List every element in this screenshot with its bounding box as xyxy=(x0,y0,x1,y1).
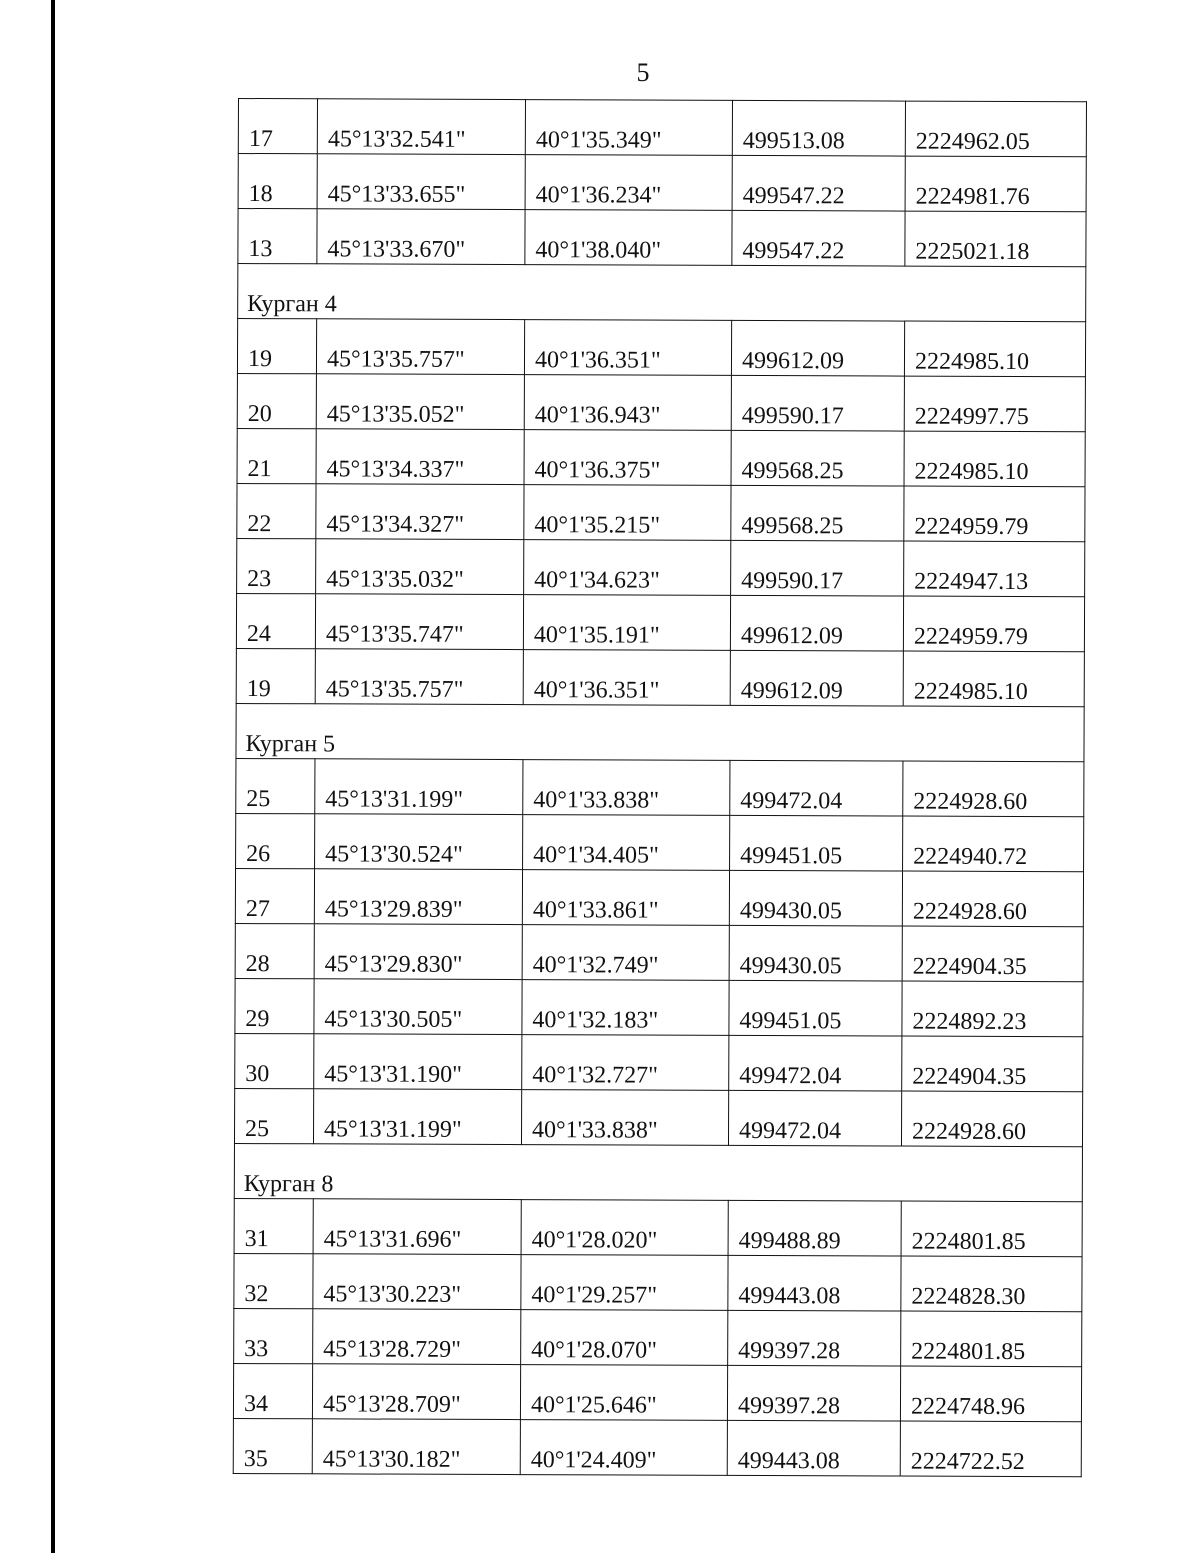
table-row xyxy=(236,648,1084,706)
point-number-cell: 26 xyxy=(236,813,315,868)
latitude-cell: 45°13'35.757" xyxy=(315,649,523,705)
x-coordinate-cell: 499513.08 xyxy=(732,100,905,156)
y-coordinate-cell: 2224985.10 xyxy=(904,431,1085,487)
table-row xyxy=(233,1418,1081,1476)
table-row xyxy=(237,428,1085,486)
table-row xyxy=(234,1253,1082,1311)
y-coordinate-cell: 2224801.85 xyxy=(901,1311,1082,1367)
longitude-cell: 40°1'34.623" xyxy=(524,540,731,596)
group-heading-row xyxy=(238,264,1086,322)
group-heading: Курган 4 xyxy=(238,264,1086,322)
point-number-cell: 33 xyxy=(234,1308,313,1363)
group-heading-row xyxy=(236,703,1084,761)
point-number-cell: 31 xyxy=(234,1198,313,1253)
point-number-cell: 24 xyxy=(236,593,315,648)
longitude-cell: 40°1'32.749" xyxy=(522,925,729,981)
point-number-cell: 25 xyxy=(234,1088,313,1143)
longitude-cell: 40°1'33.838" xyxy=(521,1090,728,1146)
longitude-cell: 40°1'34.405" xyxy=(523,815,730,871)
longitude-cell: 40°1'24.409" xyxy=(520,1420,727,1476)
latitude-cell: 45°13'34.327" xyxy=(316,484,524,540)
table-row xyxy=(237,373,1085,431)
point-number-cell: 19 xyxy=(237,319,316,374)
table-row xyxy=(234,1308,1082,1366)
point-number-cell: 32 xyxy=(234,1253,313,1308)
latitude-cell: 45°13'32.541" xyxy=(317,99,525,155)
table-row xyxy=(237,538,1085,596)
y-coordinate-cell: 2224722.52 xyxy=(900,1421,1081,1477)
table-row xyxy=(237,483,1085,541)
group-heading: Курган 5 xyxy=(236,703,1084,761)
x-coordinate-cell: 499612.09 xyxy=(730,595,903,651)
table-row xyxy=(236,813,1084,871)
point-number-cell: 23 xyxy=(237,538,316,593)
table-row xyxy=(235,1033,1083,1091)
table-row xyxy=(235,978,1083,1036)
x-coordinate-cell: 499472.04 xyxy=(729,1035,902,1091)
table-row xyxy=(238,209,1086,267)
point-number-cell: 25 xyxy=(236,758,315,813)
latitude-cell: 45°13'31.199" xyxy=(315,759,523,815)
group-heading: Курган 8 xyxy=(234,1143,1082,1201)
x-coordinate-cell: 499430.05 xyxy=(729,925,902,981)
point-number-cell: 27 xyxy=(235,868,314,923)
y-coordinate-cell: 2224985.10 xyxy=(904,321,1085,377)
latitude-cell: 45°13'30.505" xyxy=(314,979,522,1035)
point-number-cell: 19 xyxy=(236,648,315,703)
latitude-cell: 45°13'34.337" xyxy=(316,429,524,485)
table-row xyxy=(234,1088,1082,1146)
x-coordinate-cell: 499443.08 xyxy=(728,1255,901,1311)
x-coordinate-cell: 499568.25 xyxy=(731,485,904,541)
x-coordinate-cell: 499472.04 xyxy=(730,760,903,816)
x-coordinate-cell: 499590.17 xyxy=(731,540,904,596)
latitude-cell: 45°13'28.729" xyxy=(313,1309,521,1365)
point-number-cell: 18 xyxy=(238,154,317,209)
table-row xyxy=(235,868,1083,926)
longitude-cell: 40°1'38.040" xyxy=(525,210,732,266)
point-number-cell: 29 xyxy=(235,978,314,1033)
longitude-cell: 40°1'36.375" xyxy=(524,430,731,486)
y-coordinate-cell: 2224928.60 xyxy=(903,761,1084,817)
y-coordinate-cell: 2224997.75 xyxy=(904,376,1085,432)
latitude-cell: 45°13'35.032" xyxy=(316,539,524,595)
y-coordinate-cell: 2224748.96 xyxy=(900,1366,1081,1422)
latitude-cell: 45°13'31.190" xyxy=(314,1034,522,1090)
y-coordinate-cell: 2224928.60 xyxy=(902,871,1083,927)
longitude-cell: 40°1'35.349" xyxy=(525,100,732,156)
y-coordinate-cell: 2224947.13 xyxy=(904,541,1085,597)
left-margin-rule xyxy=(51,0,55,1553)
point-number-cell: 35 xyxy=(233,1418,312,1473)
x-coordinate-cell: 499397.28 xyxy=(727,1365,900,1421)
latitude-cell: 45°13'30.223" xyxy=(313,1254,521,1310)
y-coordinate-cell: 2224962.05 xyxy=(905,101,1086,157)
y-coordinate-cell: 2224904.35 xyxy=(902,926,1083,982)
y-coordinate-cell: 2224959.79 xyxy=(903,596,1084,652)
y-coordinate-cell: 2224959.79 xyxy=(904,486,1085,542)
latitude-cell: 45°13'33.670" xyxy=(317,209,525,265)
table-row xyxy=(234,1198,1082,1256)
latitude-cell: 45°13'35.747" xyxy=(315,594,523,650)
longitude-cell: 40°1'25.646" xyxy=(520,1365,727,1421)
latitude-cell: 45°13'31.696" xyxy=(313,1199,521,1255)
point-number-cell: 17 xyxy=(238,99,317,154)
coordinates-table xyxy=(233,98,1087,1477)
longitude-cell: 40°1'32.183" xyxy=(522,980,729,1036)
longitude-cell: 40°1'33.838" xyxy=(523,760,730,816)
longitude-cell: 40°1'28.020" xyxy=(521,1200,728,1256)
latitude-cell: 45°13'33.655" xyxy=(317,154,525,210)
latitude-cell: 45°13'29.830" xyxy=(314,924,522,980)
latitude-cell: 45°13'35.052" xyxy=(316,374,524,430)
y-coordinate-cell: 2224904.35 xyxy=(902,1036,1083,1092)
point-number-cell: 20 xyxy=(237,373,316,428)
longitude-cell: 40°1'35.191" xyxy=(523,595,730,651)
longitude-cell: 40°1'36.351" xyxy=(524,320,731,376)
table-row xyxy=(236,593,1084,651)
longitude-cell: 40°1'36.234" xyxy=(525,155,732,211)
x-coordinate-cell: 499590.17 xyxy=(731,375,904,431)
coordinates-table-body xyxy=(233,99,1086,1477)
x-coordinate-cell: 499547.22 xyxy=(732,155,905,211)
longitude-cell: 40°1'32.727" xyxy=(522,1035,729,1091)
latitude-cell: 45°13'35.757" xyxy=(316,319,524,375)
y-coordinate-cell: 2224928.60 xyxy=(901,1091,1082,1147)
longitude-cell: 40°1'29.257" xyxy=(521,1255,728,1311)
table-row xyxy=(233,1363,1081,1421)
longitude-cell: 40°1'35.215" xyxy=(524,485,731,541)
x-coordinate-cell: 499397.28 xyxy=(728,1310,901,1366)
x-coordinate-cell: 499472.04 xyxy=(728,1090,901,1146)
y-coordinate-cell: 2224801.85 xyxy=(901,1201,1082,1257)
x-coordinate-cell: 499451.05 xyxy=(729,980,902,1036)
latitude-cell: 45°13'31.199" xyxy=(313,1089,521,1145)
y-coordinate-cell: 2224985.10 xyxy=(903,651,1084,707)
longitude-cell: 40°1'28.070" xyxy=(521,1310,728,1366)
x-coordinate-cell: 499443.08 xyxy=(727,1420,900,1476)
latitude-cell: 45°13'30.524" xyxy=(315,814,523,870)
point-number-cell: 22 xyxy=(237,483,316,538)
latitude-cell: 45°13'30.182" xyxy=(312,1419,520,1475)
table-row xyxy=(235,923,1083,981)
longitude-cell: 40°1'36.943" xyxy=(524,375,731,431)
y-coordinate-cell: 2224892.23 xyxy=(902,981,1083,1037)
x-coordinate-cell: 499612.09 xyxy=(730,650,903,706)
point-number-cell: 30 xyxy=(235,1033,314,1088)
longitude-cell: 40°1'33.861" xyxy=(522,870,729,926)
point-number-cell: 13 xyxy=(238,209,317,264)
latitude-cell: 45°13'29.839" xyxy=(314,869,522,925)
table-row xyxy=(238,154,1086,212)
x-coordinate-cell: 499488.89 xyxy=(728,1200,901,1256)
y-coordinate-cell: 2225021.18 xyxy=(905,211,1086,267)
y-coordinate-cell: 2224940.72 xyxy=(903,816,1084,872)
y-coordinate-cell: 2224828.30 xyxy=(901,1256,1082,1312)
x-coordinate-cell: 499568.25 xyxy=(731,430,904,486)
point-number-cell: 34 xyxy=(233,1363,312,1418)
group-heading-row xyxy=(234,1143,1082,1201)
y-coordinate-cell: 2224981.76 xyxy=(905,156,1086,212)
point-number-cell: 28 xyxy=(235,923,314,978)
longitude-cell: 40°1'36.351" xyxy=(523,650,730,706)
table-row xyxy=(236,758,1084,816)
x-coordinate-cell: 499547.22 xyxy=(732,210,905,266)
table-row xyxy=(237,319,1085,377)
page-number: 5 xyxy=(636,58,650,87)
x-coordinate-cell: 499612.09 xyxy=(731,320,904,376)
x-coordinate-cell: 499430.05 xyxy=(729,870,902,926)
latitude-cell: 45°13'28.709" xyxy=(312,1364,520,1420)
point-number-cell: 21 xyxy=(237,428,316,483)
x-coordinate-cell: 499451.05 xyxy=(730,815,903,871)
table-row xyxy=(238,99,1086,157)
